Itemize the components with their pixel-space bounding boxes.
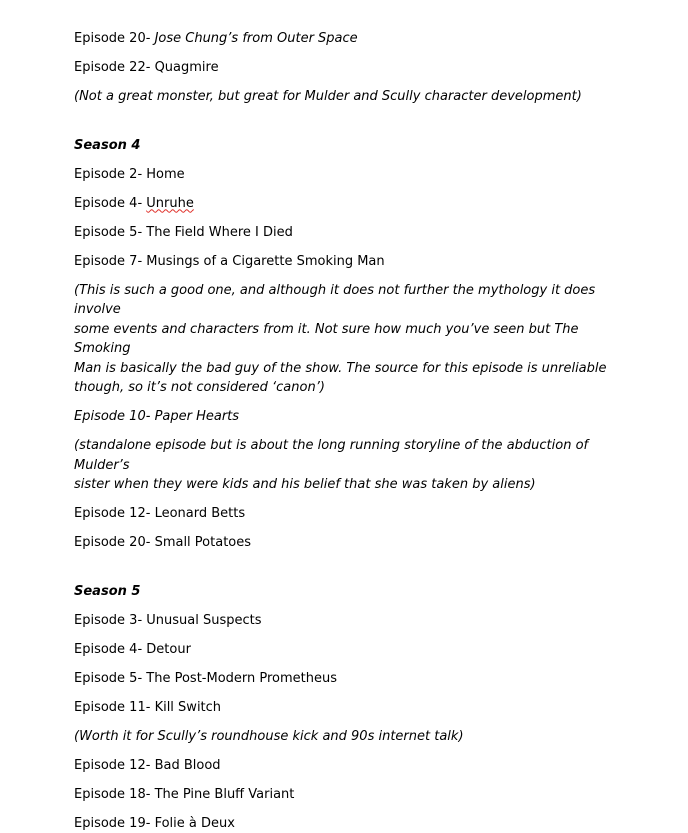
episode-number: Episode 2- xyxy=(74,167,146,182)
episode-line xyxy=(74,504,634,524)
episode-title: Kill Switch xyxy=(155,700,221,715)
episode-line xyxy=(74,407,634,427)
note-text: (Worth it for Scully’s roundhouse kick and 90s internet talk) xyxy=(74,729,464,744)
episode-note xyxy=(74,727,634,747)
episode-line xyxy=(74,165,634,185)
season-heading xyxy=(74,136,634,156)
episode-line xyxy=(74,223,634,243)
episode-title: Bad Blood xyxy=(155,758,221,773)
episode-number: Episode 5- xyxy=(74,671,146,686)
episode-number: Episode 20- xyxy=(74,31,155,46)
episode-line xyxy=(74,814,634,833)
season-heading xyxy=(74,582,634,602)
episode-note xyxy=(74,87,634,107)
episode-number: Episode 12- xyxy=(74,758,155,773)
episode-line xyxy=(74,29,634,49)
note-text: (Not a great monster, but great for Mulder and Scully character development) xyxy=(74,89,582,104)
season-heading-text: Season 4 xyxy=(74,138,140,153)
episode-note xyxy=(74,436,634,495)
episode-number: Episode 3- xyxy=(74,613,146,628)
episode-number: Episode 11- xyxy=(74,700,155,715)
episode-line xyxy=(74,533,634,553)
episode-line xyxy=(74,640,634,660)
episode-title: Unusual Suspects xyxy=(146,613,261,628)
episode-title: The Post-Modern Prometheus xyxy=(146,671,337,686)
episode-title: Home xyxy=(146,167,184,182)
episode-title: The Field Where I Died xyxy=(146,225,293,240)
note-line: sister when they were kids and his belief that she was taken by aliens) xyxy=(74,475,634,495)
episode-line xyxy=(74,785,634,805)
episode-title: Detour xyxy=(146,642,191,657)
episode-line xyxy=(74,252,634,272)
note-line: (standalone episode but is about the long running storyline of the abduction of Mulder’s xyxy=(74,436,634,475)
episode-note xyxy=(74,281,634,398)
note-line: (This is such a good one, and although it does not further the mythology it does involve xyxy=(74,281,634,320)
episode-number: Episode 22- xyxy=(74,60,155,75)
episode-line xyxy=(74,194,634,214)
episode-number: Episode 10- xyxy=(74,409,155,424)
note-line: some events and characters from it. Not sure how much you’ve seen but The Smoking xyxy=(74,320,634,359)
episode-title-spellcheck: Unruhe xyxy=(146,196,194,211)
section-spacer xyxy=(74,553,634,582)
episode-title: Paper Hearts xyxy=(155,409,240,424)
episode-number: Episode 7- xyxy=(74,254,146,269)
episode-title: Folie à Deux xyxy=(155,816,235,831)
episode-title: Jose Chung’s from Outer Space xyxy=(155,31,358,46)
note-line: Man is basically the bad guy of the show. The source for this episode is unreliable xyxy=(74,359,634,379)
episode-title: Musings of a Cigarette Smoking Man xyxy=(146,254,384,269)
episode-number: Episode 19- xyxy=(74,816,155,831)
episode-number: Episode 20- xyxy=(74,535,155,550)
episode-title: Leonard Betts xyxy=(155,506,246,521)
episode-number: Episode 5- xyxy=(74,225,146,240)
episode-line xyxy=(74,611,634,631)
episode-line xyxy=(74,669,634,689)
episode-number: Episode 18- xyxy=(74,787,155,802)
episode-line xyxy=(74,756,634,776)
document-page xyxy=(74,29,634,833)
episode-title: Small Potatoes xyxy=(155,535,251,550)
episode-title: Quagmire xyxy=(155,60,219,75)
episode-number: Episode 4- xyxy=(74,642,146,657)
episode-line xyxy=(74,698,634,718)
episode-number: Episode 12- xyxy=(74,506,155,521)
season-heading-text: Season 5 xyxy=(74,584,140,599)
episode-line xyxy=(74,58,634,78)
note-line: though, so it’s not considered ‘canon’) xyxy=(74,378,634,398)
section-spacer xyxy=(74,107,634,136)
episode-number: Episode 4- xyxy=(74,196,146,211)
episode-title: The Pine Bluff Variant xyxy=(155,787,295,802)
